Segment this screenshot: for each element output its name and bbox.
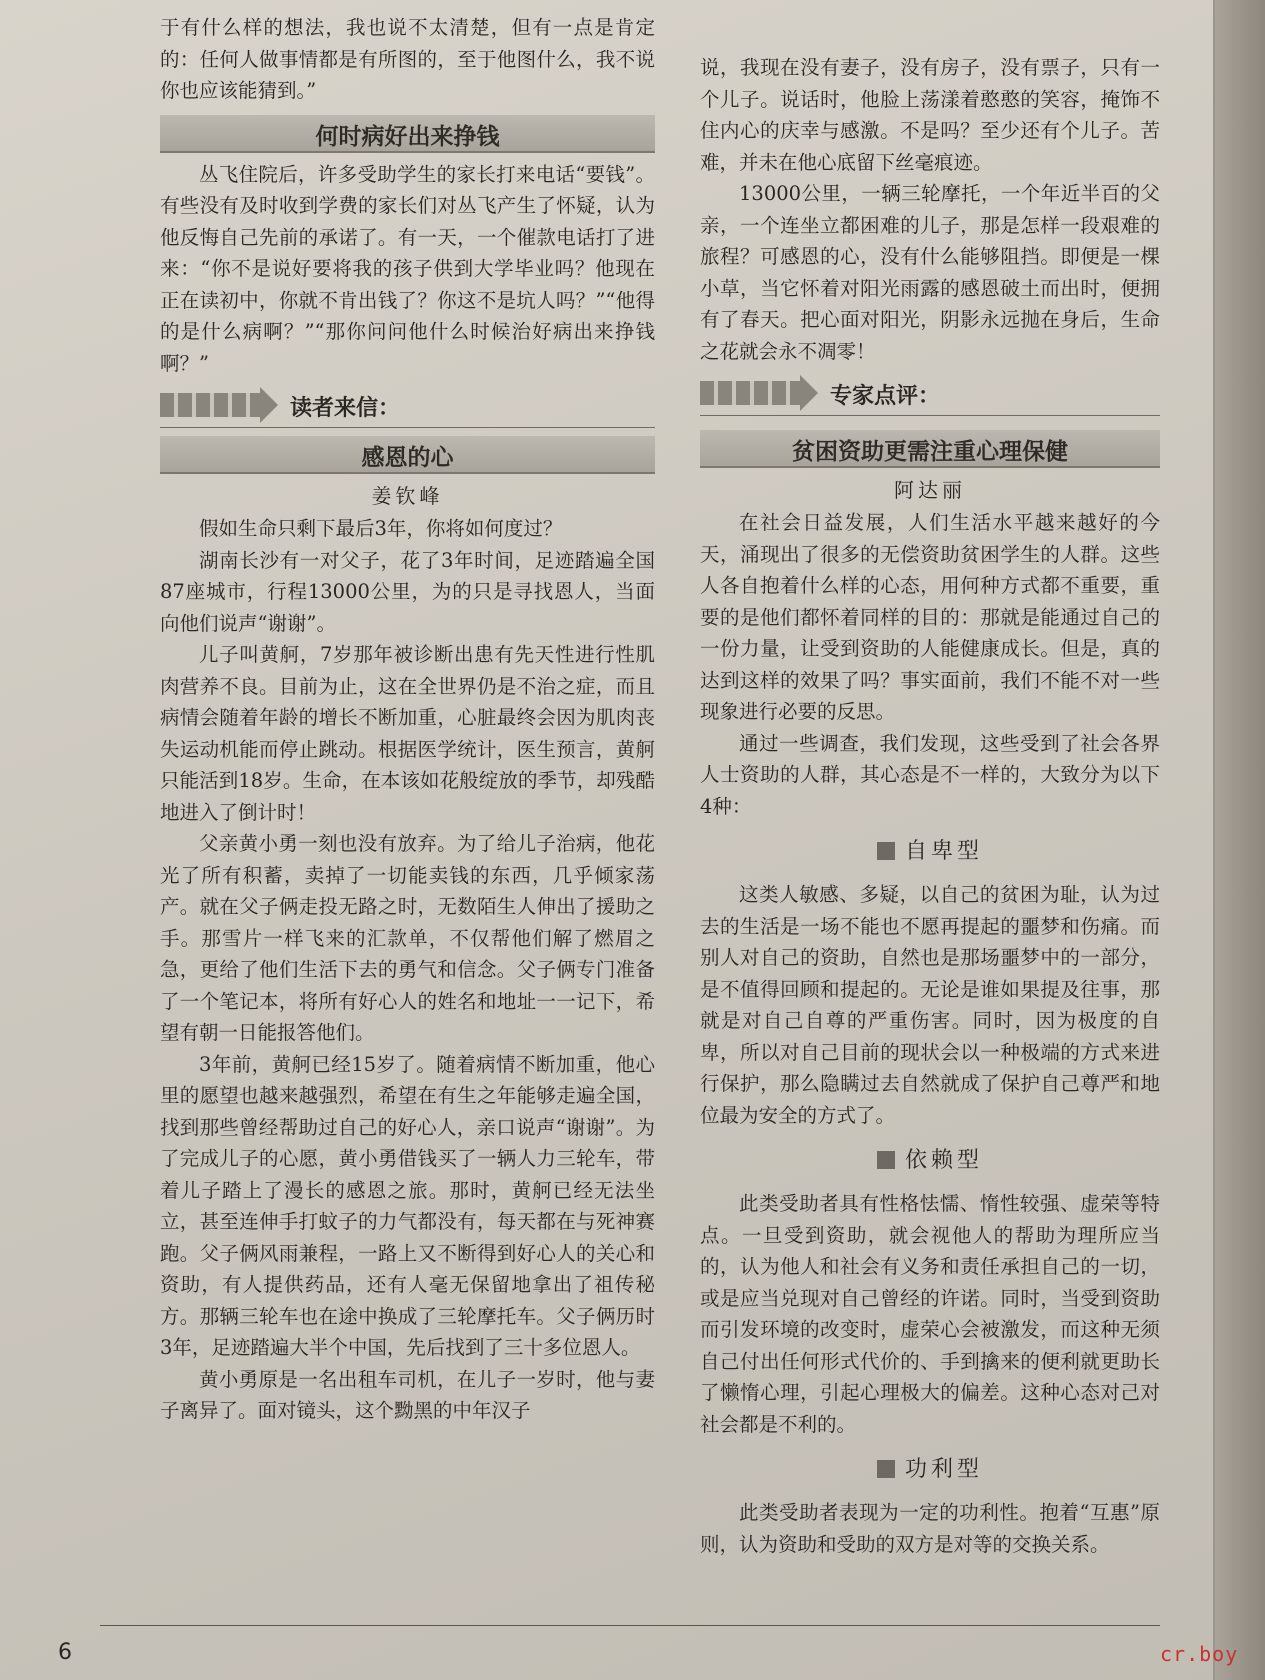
continued-paragraph: 说，我现在没有妻子，没有房子，没有票子，只有一个儿子。说话时，他脸上荡漾着憨憨的笑容，掩饰不住内心的庆幸与感激。不是吗？至少还有个儿子。苦难，并未在他心底留下丝毫痕迹。: [700, 56, 1160, 174]
section-heading: 何时病好出来挣钱: [315, 123, 500, 150]
expert-comment-label: 专家点评：: [830, 384, 941, 409]
type-heading-dependence: 依赖型: [700, 1143, 1160, 1174]
square-bullet-icon: [877, 842, 895, 860]
page-number: 6: [58, 1640, 72, 1665]
expert-article-title: 贫困资助更需注重心理保健: [792, 439, 1068, 465]
article-title: 感恩的心: [361, 445, 454, 471]
arrow-icon: [700, 381, 800, 405]
type-paragraph: 这类人敏感、多疑，以自己的贫困为耻，认为过去的生活是一场不能也不愿再提起的噩梦和伤痛。而别人对自己的资助，自然也是那场噩梦中的一部分，是不值得回顾和提起的。无论是谁如果提及往事，那就是对自己自尊的严重伤害。同时，因为极度的自卑，所以对自己目前的现状会以一种极端的方式来进行保护，那么隐瞒过去自然就成了保护自己尊严和地位最为安全的方式了。: [700, 883, 1160, 1127]
article-paragraph: 父亲黄小勇一刻也没有放弃。为了给儿子治病，他花光了所有积蓄，卖掉了一切能卖钱的东西，几乎倾家荡产。就在父子俩走投无路之时，无数陌生人伸出了援助之手。那雪片一样飞来的汇款单，不仅帮他们解了燃眉之急，更给了他们生活下去的勇气和信念。父子俩专门准备了一个笔记本，将所有好心人的姓名和地址一一记下，希望有朝一日能报答他们。: [160, 832, 655, 1044]
article-paragraph: 假如生命只剩下最后3年，你将如何度过？: [199, 517, 563, 540]
section-paragraph: 丛飞住院后，许多受助学生的家长打来电话“要钱”。有些没有及时收到学费的家长们对丛飞产生了怀疑，认为他反悔自己先前的承诺了。有一天，一个催款电话打了进来：“你不是说好要将我的孩子供到大学毕业吗？他现在正在读初中，你就不肯出钱了？你这不是坑人吗？”“他得的是什么病啊？”“那你问问他什么时候治好病出来挣钱啊？”: [160, 162, 655, 375]
arrow-icon: [160, 393, 260, 417]
watermark: cr.boy: [1160, 1642, 1239, 1666]
expert-article-author: 阿达丽: [894, 478, 966, 502]
article-paragraph: 通过一些调查，我们发现，这些受到了社会各界人士资助的人群，其心态是不一样的，大致分为以下4种：: [700, 731, 1160, 818]
intro-paragraph: 于有什么样的想法，我也说不太清楚，但有一点是肯定的：任何人做事情都是有所图的，至于他图什么，我不说你也应该能猜到。”: [160, 16, 655, 102]
section-heading-bar: [160, 115, 655, 153]
article-paragraph: 在社会日益发展，人们生活水平越来越好的今天，涌现出了很多的无偿资助贫困学生的人群。这些人各自抱着什么样的心态，用何种方式都不重要，重要的是他们都怀着同样的目的：那就是能通过自己的一份力量，让受到资助的人能健康成长。但是，真的达到这样的效果了吗？事实面前，我们不能不对一些现象进行必要的反思。: [700, 511, 1160, 723]
readers-letters-label-row: [160, 387, 655, 428]
article-paragraph: 3年前，黄舸已经15岁了。随着病情不断加重，他心里的愿望也越来越强烈，希望在有生之年能够走遍全国，找到那些曾经帮助过自己的好心人，亲口说声“谢谢”。为了完成儿子的心愿，黄小勇借钱买了一辆人力三轮车，带着儿子踏上了漫长的感恩之旅。那时，黄舸已经无法坐立，甚至连伸手打蚊子的力气都没有，每天都在与死神赛跑。父子俩风雨兼程，一路上又不断得到好心人的关心和资助，有人提供药品，还有人毫无保留地拿出了祖传秘方。那辆三轮车也在途中换成了三轮摩托车。父子俩历时3年，足迹踏遍大半个中国，先后找到了三十多位恩人。: [160, 1052, 655, 1359]
article-paragraph: 湖南长沙有一对父子，花了3年时间，足迹踏遍全国87座城市，行程13000公里，为的只是寻找恩人，当面向他们说声“谢谢”。: [160, 548, 655, 635]
type-heading-inferiority: 自卑型: [700, 834, 1160, 865]
adjacent-page-edge: [1213, 0, 1265, 1680]
expert-comment-label-row: [700, 375, 1160, 416]
readers-letters-label: 读者来信：: [290, 396, 401, 421]
expert-article-title-bar: [700, 430, 1160, 468]
square-bullet-icon: [877, 1460, 895, 1478]
square-bullet-icon: [877, 1151, 895, 1169]
article-paragraph: 黄小勇原是一名出租车司机，在儿子一岁时，他与妻子离异了。面对镜头，这个黝黑的中年汉子: [160, 1367, 655, 1422]
footer-rule: [100, 1625, 1160, 1626]
right-column: [700, 0, 1160, 1560]
article-title-bar: [160, 436, 655, 474]
article-author: 姜钦峰: [371, 484, 444, 508]
article-paragraph: 13000公里，一辆三轮摩托，一个年近半百的父亲，一个连坐立都困难的儿子，那是怎样一段艰难的旅程？可感恩的心，没有什么能够阻挡。即便是一棵小草，当它怀着对阳光雨露的感恩破土而出时，便拥有了春天。把心面对阳光，阴影永远抛在身后，生命之花就会永不凋零！: [700, 182, 1160, 363]
type-paragraph: 此类受助者具有性格怯懦、惰性较强、虚荣等特点。一旦受到资助，就会视他人的帮助为理所应当的，认为他人和社会有义务和责任承担自己的一切，或是应当兑现对自己曾经的许诺。同时，当受到资助而引发环境的改变时，虚荣心会被激发，而这种无须自己付出任何形式代价的、手到擒来的便利就更助长了懒惰心理，引起心理极大的偏差。这种心态对己对社会都是不利的。: [700, 1192, 1160, 1436]
type-paragraph: 此类受助者表现为一定的功利性。抱着“互惠”原则，认为资助和受助的双方是对等的交换关系。: [700, 1501, 1160, 1556]
type-heading-utilitarian: 功利型: [700, 1452, 1160, 1483]
article-paragraph: 儿子叫黄舸，7岁那年被诊断出患有先天性进行性肌肉营养不良。目前为止，这在全世界仍是不治之症，而且病情会随着年龄的增长不断加重，心脏最终会因为肌肉丧失运动机能而停止跳动。根据医学统计，医生预言，黄舸只能活到18岁。生命，在本该如花般绽放的季节，却残酷地进入了倒计时！: [160, 643, 655, 824]
left-column: [160, 0, 655, 1427]
